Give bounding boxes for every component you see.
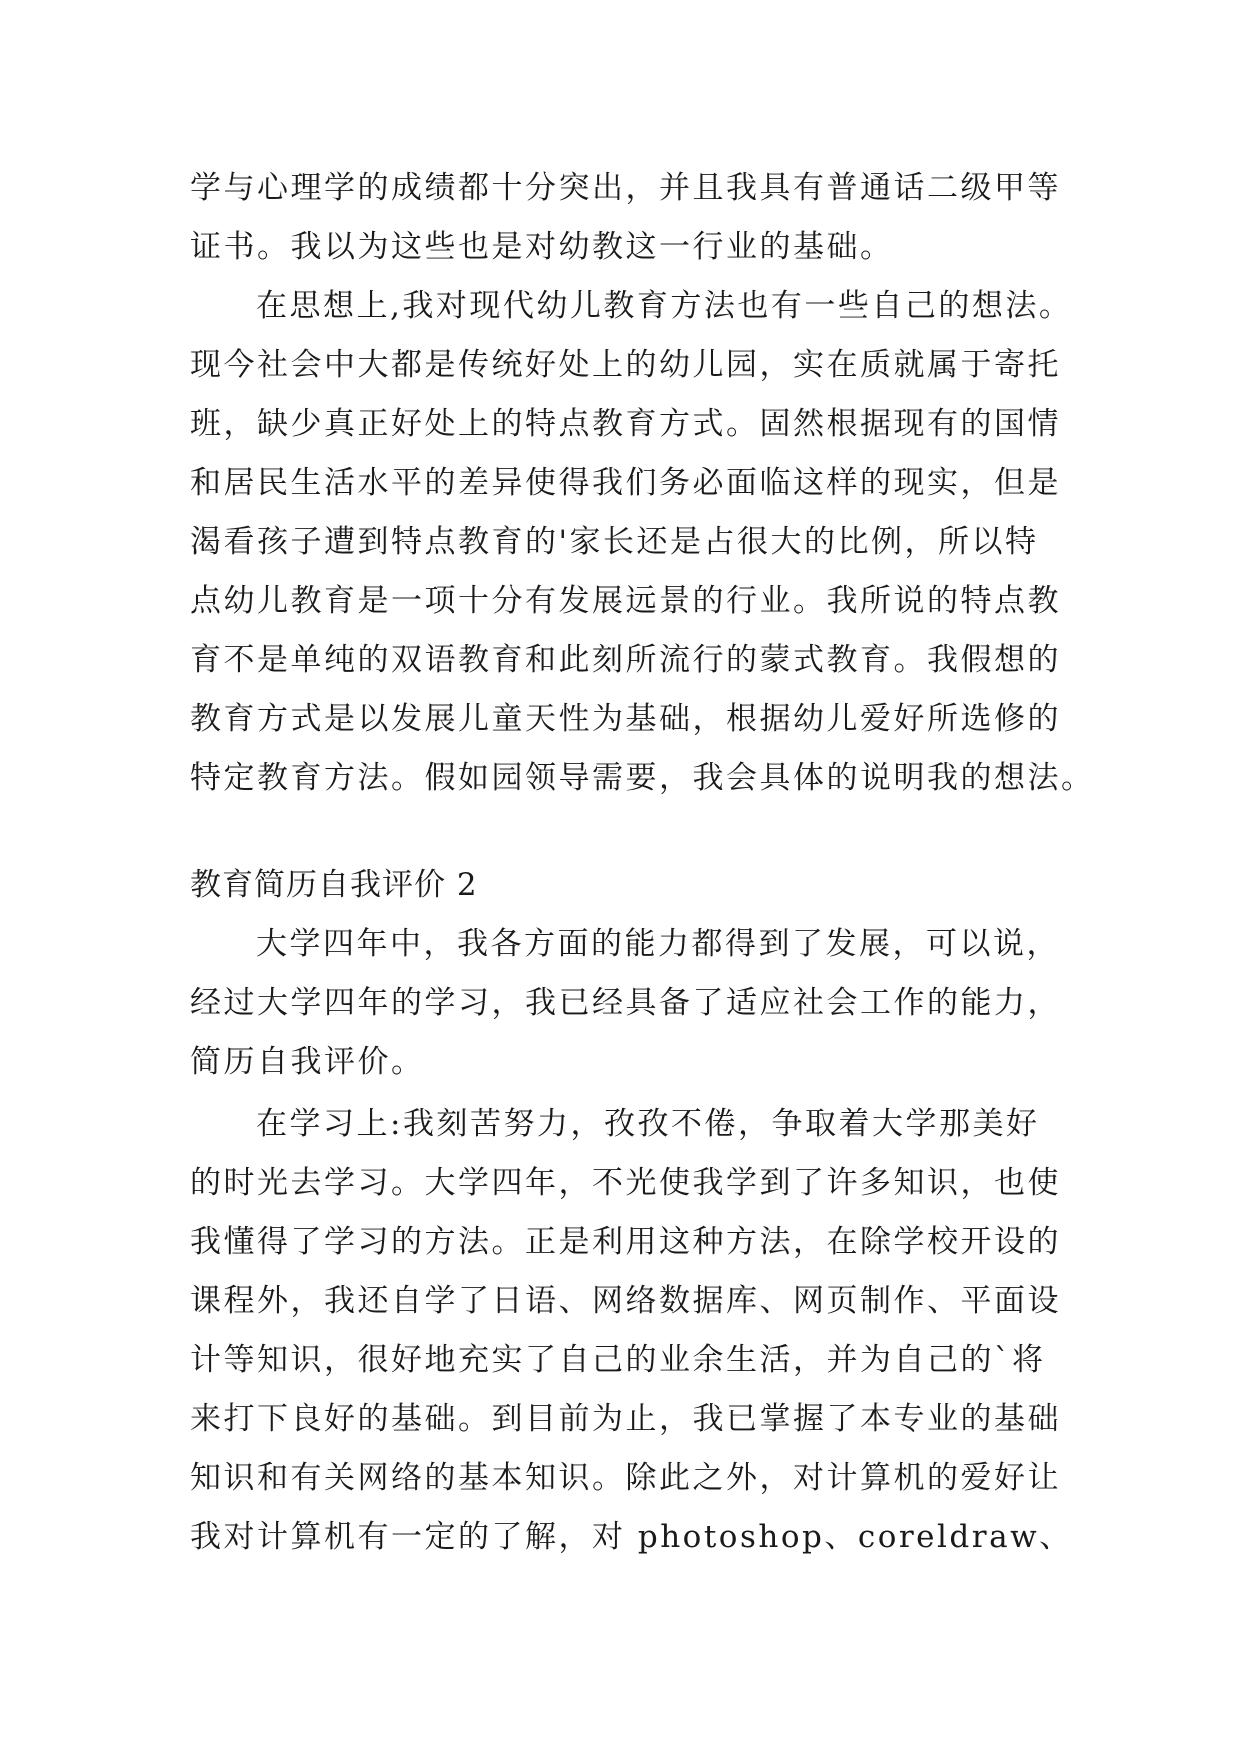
paragraph-line: 现今社会中大都是传统好处上的幼儿园，实在质就属于寄托: [190, 347, 1061, 383]
paragraph-line: 学与心理学的成绩都十分突出，并且我具有普通话二级甲等: [190, 170, 1061, 206]
paragraph-line: 大学四年中，我各方面的能力都得到了发展，可以说，: [256, 926, 1060, 962]
paragraph-line: 知识和有关网络的基本知识。除此之外，对计算机的爱好让: [190, 1460, 1061, 1496]
paragraph-line: 在学习上:我刻苦努力，孜孜不倦，争取着大学那美好: [256, 1106, 1040, 1142]
paragraph-line: 的时光去学习。大学四年，不光使我学到了许多知识，也使: [190, 1165, 1061, 1201]
paragraph-line: 我懂得了学习的方法。正是利用这种方法，在除学校开设的: [190, 1224, 1061, 1260]
paragraph-line: 简历自我评价。: [190, 1044, 425, 1080]
paragraph-line: 育不是单纯的双语教育和此刻所流行的蒙式教育。我假想的: [190, 642, 1061, 678]
paragraph-line: 经过大学四年的学习，我已经具备了适应社会工作的能力，: [190, 985, 1061, 1021]
paragraph-line: 课程外，我还自学了日语、网络数据库、网页制作、平面设: [190, 1283, 1061, 1319]
paragraph-line: 教育方式是以发展儿童天性为基础，根据幼儿爱好所选修的: [190, 701, 1061, 737]
paragraph-line: 证书。我以为这些也是对幼教这一行业的基础。: [190, 229, 894, 265]
paragraph-line: 和居民生活水平的差异使得我们务必面临这样的现实，但是: [190, 465, 1061, 501]
paragraph-line: 计等知识，很好地充实了自己的业余生活，并为自己的`将: [190, 1342, 1046, 1378]
section-heading: 教育简历自我评价 2: [190, 867, 478, 903]
paragraph-line: 渴看孩子遭到特点教育的'家长还是占很大的比例，所以特: [190, 524, 1039, 560]
paragraph-line: 我对计算机有一定的了解，对 photoshop、coreldraw、: [190, 1519, 1073, 1555]
paragraph-line: 来打下良好的基础。到目前为止，我已掌握了本专业的基础: [190, 1401, 1061, 1437]
paragraph-line: 特定教育方法。假如园领导需要，我会具体的说明我的想法。: [190, 760, 1095, 796]
paragraph-line: 在思想上,我对现代幼儿教育方法也有一些自己的想法。: [256, 288, 1073, 324]
paragraph-line: 班，缺少真正好处上的特点教育方式。固然根据现有的国情: [190, 406, 1061, 442]
paragraph-line: 点幼儿教育是一项十分有发展远景的行业。我所说的特点教: [190, 583, 1061, 619]
